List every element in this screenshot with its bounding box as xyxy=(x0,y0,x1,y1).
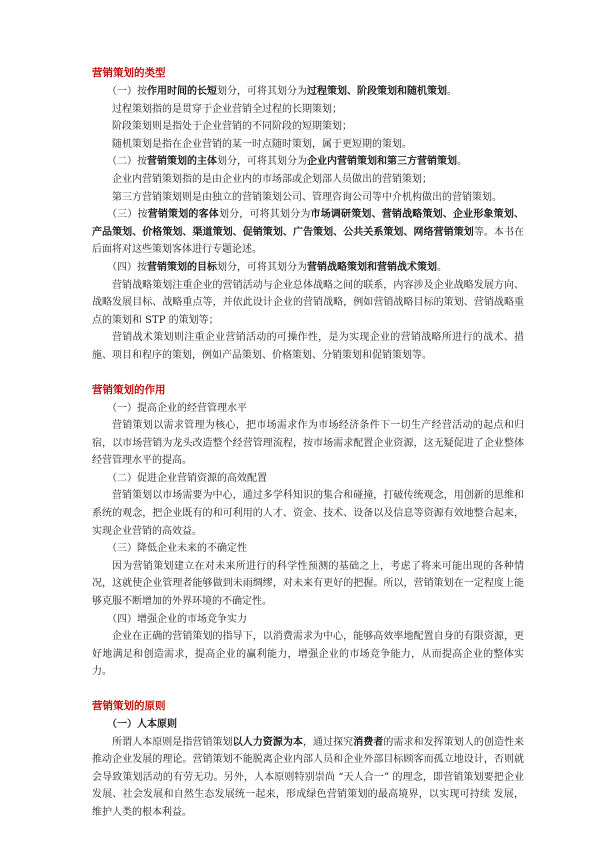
paragraph: 营销策划以市场需要为中心，通过多学科知识的集合和碰撞，打破传统观念，用创新的思维和系统的观念，把企业既有的和可利用的人才、资金、技术、设备以及信息等资源有效地整合起来，实现企业营销的高效益。 xyxy=(92,490,524,537)
paragraph: 阶段策划则是指处于企业营销的不同阶段的短期策划； xyxy=(112,121,352,133)
paragraph: 第三方营销策划则是由独立的营销策划公司、管理咨询公司等中介机构做出的营销策划。 xyxy=(112,191,502,203)
paragraph: 营销战术策划则注重企业营销活动的可操作性，是为实现企业的营销战略所进行的战术、措施、项目和程序的策划，例如产品策划、价格策划、分销策划和促销策划等。 xyxy=(92,332,524,361)
paragraph: （四）按营销策划的目标划分，可将其划分为营销战略策划和营销战术策划。 xyxy=(107,261,447,273)
subheading: （一）提高企业的经营管理水平 xyxy=(107,402,247,414)
paragraph: 营销策划以需求管理为核心，把市场需求作为市场经济条件下一切生产经营活动的起点和归宿，以市场营销为龙头改造整个经营管理流程，按市场需求配置企业资源，这无疑促进了企业整体经营管理水平的提高。 xyxy=(92,420,524,467)
paragraph: （一）按作用时间的长短划分，可将其划分为过程策划、阶段策划和随机策划。 xyxy=(107,86,457,97)
subheading: （二）促进企业营销资源的高效配置 xyxy=(107,472,267,484)
paragraph: 因为营销策划建立在对未来所进行的科学性预测的基础之上，考虑了将来可能出现的各种情况，这就使企业管理者能够做到未雨绸缪，对未来有更好的把握。所以，营销策划在一定程度上能够克服不断增加的外界环境的不确定性。 xyxy=(92,560,524,608)
section-title-functions: 营销策划的作用 xyxy=(92,383,166,396)
paragraph: 企业在正确的营销策划的指导下，以消费需求为中心，能够高效率地配置自身的有限资源，更好地满足和创造需求，提高企业的赢利能力，增强企业的市场竞争能力，从而提高企业的整体实力。 xyxy=(92,631,524,678)
subheading: （四）增强企业的市场竞争实力 xyxy=(107,613,247,625)
section-title-types: 营销策划的类型 xyxy=(92,67,166,79)
paragraph: 随机策划是指在企业营销的某一时点随时策划，属于更短期的策划。 xyxy=(112,138,412,150)
paragraph: 过程策划指的是贯穿于企业营销全过程的长期策划； xyxy=(112,103,342,115)
section-title-principles: 营销策划的原则 xyxy=(92,700,166,712)
paragraph: （三）按营销策划的客体划分，可将其划分为市场调研策划、营销战略策划、企业形象策划、产品策划、价格策划、渠道策划、促销策划、广告策划、公共关系策划、网络营销策划等。本书在后面将对这些策划客体进行专题论述。 xyxy=(92,209,525,256)
document-page xyxy=(92,66,524,822)
subheading: （三）降低企业未来的不确定性 xyxy=(107,543,247,555)
subheading: （一）人本原则 xyxy=(107,719,177,730)
paragraph: 所谓人本原则是指营销策划以人力资源为本，通过探究消费者的需求和发挥策划人的创造性来推动企业发展的理论。营销策划不能脱离企业内部人员和企业外部目标顾客而孤立地设计，否则就会导致策划活动的有劳无功。另外，人本原则特别崇尚 “天人合一” 的理念，即营销策划要把企业 发展、社会发展和自然生态发展统一起来，形成绿色营销策划的最高境界，以实现可持续 发展，维护人类的根本利益。 xyxy=(92,736,525,818)
paragraph: （二）按营销策划的主体划分，可将其划分为企业内营销策划和第三方营销策划。 xyxy=(107,156,467,168)
paragraph: 营销战略策划注重企业的营销活动与企业总体战略之间的联系，内容涉及企业战略发展方向、战略发展目标、战略重点等，并依此设计企业的营销战略，例如营销战略目标的策划、营销战略重点的策划和 STP 的策划等； xyxy=(92,279,524,326)
paragraph: 企业内营销策划指的是由企业内的市场部或企划部人员做出的营销策划； xyxy=(112,173,432,185)
